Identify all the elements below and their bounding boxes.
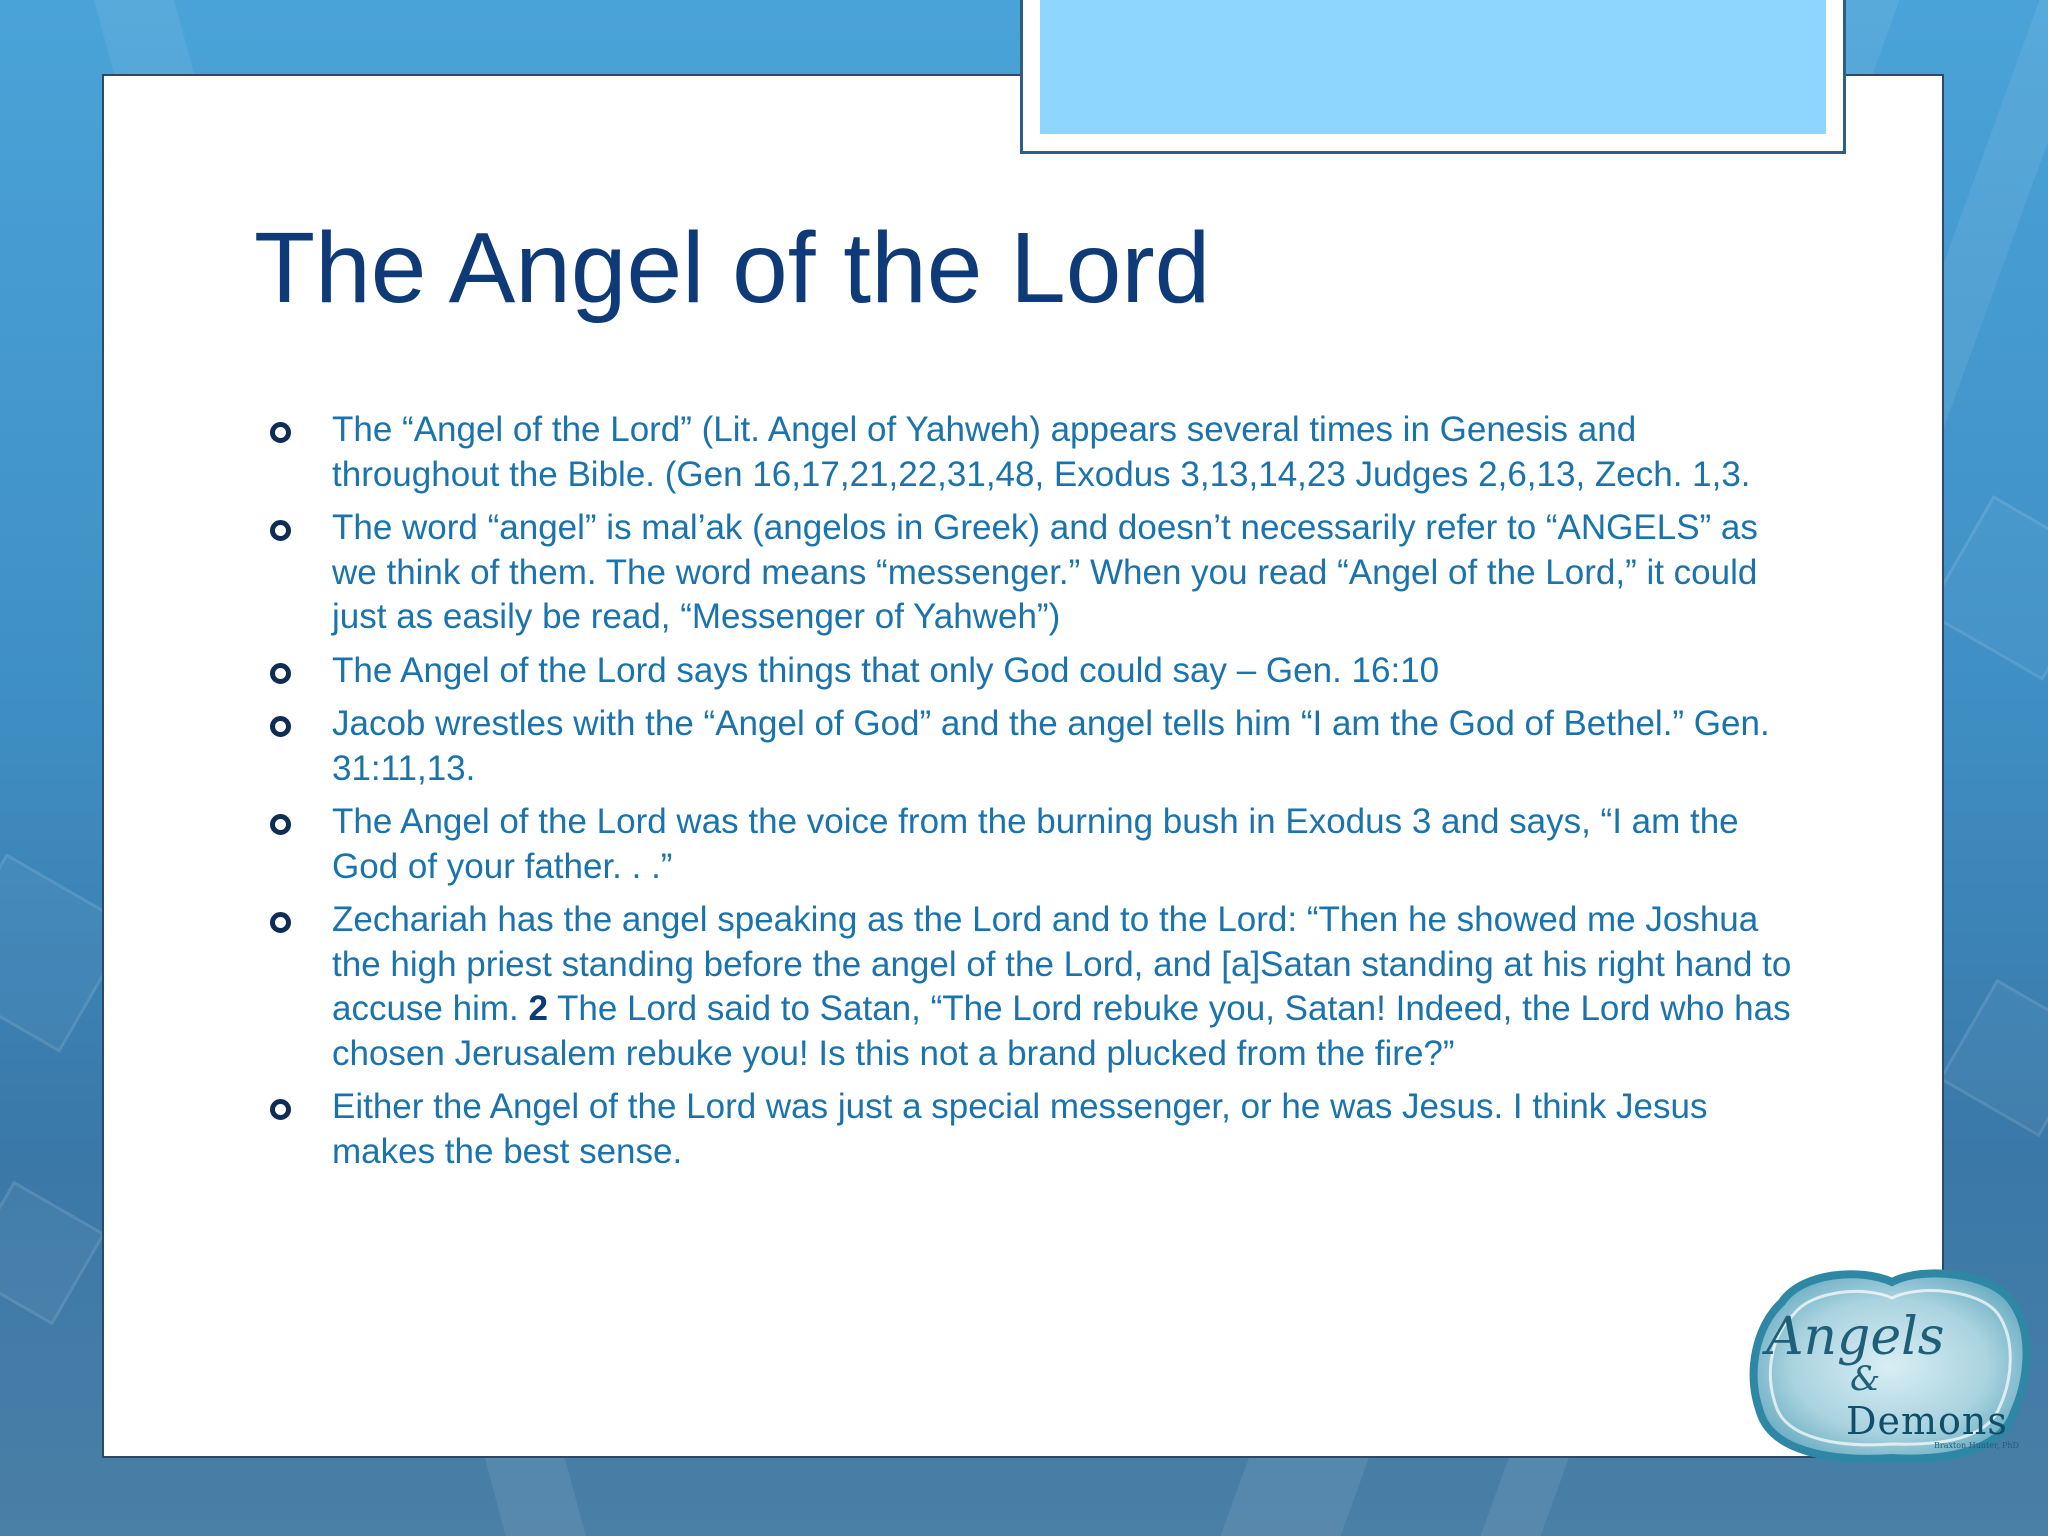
bullet-item: [268, 408, 1798, 497]
bullet-text: The “Angel of the Lord” (Lit. Angel of Yahweh) appears several times in Genesis and throughout the Bible. (Gen 16,17,21,22,31,48, Exodus 3,13,14,23 Judges 2,6,13, Zech. 1,3.: [332, 410, 1751, 494]
bullet-list: [268, 408, 1798, 1183]
bullet-text-part: Zechariah has the angel speaking as the Lord and to the Lord: “Then he showed me Joshua the high priest standing before the angel of the Lord, and [a]Satan standing at his right hand to accuse him.: [332, 900, 1792, 1028]
bullet-marker-icon: [270, 422, 291, 443]
logo-byline: Braxton Hunter, PhD: [1934, 1441, 2019, 1450]
bullet-text-part: The Lord said to Satan, “The Lord rebuke you, Satan! Indeed, the Lord who has chosen Jerusalem rebuke you! Is this not a brand plucked from the fire?”: [332, 989, 1791, 1073]
bullet-marker-icon: [270, 520, 291, 541]
bullet-marker-icon: [270, 912, 291, 933]
logo-text-ampersand: &: [1850, 1359, 1881, 1399]
bullet-marker-icon: [270, 1099, 291, 1120]
slide-title: The Angel of the Lord: [254, 212, 1211, 324]
bullet-item: [268, 649, 1798, 694]
bullet-marker-icon: [270, 663, 291, 684]
bullet-text: The Angel of the Lord was the voice from the burning bush in Exodus 3 and says, “I am the God of your father. . .”: [332, 802, 1739, 886]
bullet-item: [268, 702, 1798, 791]
bullet-text: The word “angel” is mal’ak (angelos in Greek) and doesn’t necessarily refer to “ANGELS” as we think of them. The word means “messenger.” When you read “Angel of the Lord,” it could just as easily be read, “Messenger of Yahweh”): [332, 508, 1758, 636]
bullet-text: The Angel of the Lord says things that only God could say – Gen. 16:10: [332, 650, 1440, 690]
bullet-item: [268, 506, 1798, 640]
logo-text-angels: Angels: [1766, 1307, 1945, 1367]
bullet-text: Either the Angel of the Lord was just a special messenger, or he was Jesus. I think Jesus makes the best sense.: [332, 1087, 1708, 1171]
bullet-text: Jacob wrestles with the “Angel of God” and the angel tells him “I am the God of Bethel.” Gen. 31:11,13.: [332, 704, 1770, 788]
bullet-item: [268, 1085, 1798, 1174]
bullet-marker-icon: [270, 814, 291, 835]
bullet-marker-icon: [270, 716, 291, 737]
logo-text-demons: Demons: [1846, 1399, 2008, 1443]
bullet-item: [268, 800, 1798, 889]
verse-number: 2: [528, 989, 548, 1028]
header-accent-panel: [1040, 0, 1826, 134]
angels-demons-logo: [1742, 1262, 2032, 1472]
bullet-item: [268, 898, 1798, 1076]
